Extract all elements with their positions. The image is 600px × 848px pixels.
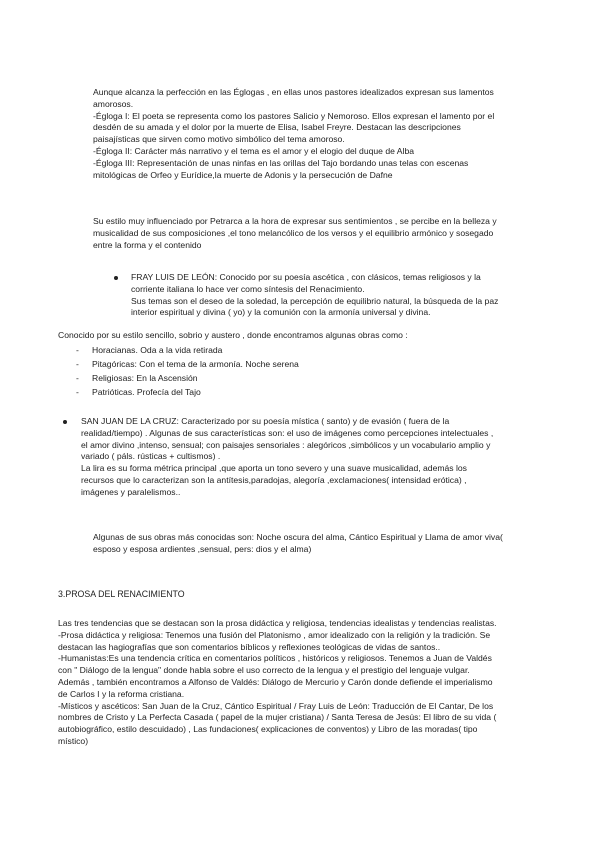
list-item-text: Horacianas. Oda a la vida retirada: [92, 345, 223, 355]
text-line: FRAY LUIS DE LEÓN: Conocido por su poesía ascética , con clásicos, temas religiosos y la: [131, 272, 481, 282]
text-line: el amor divino ,intenso, sensual; con paisajes sensoriales : alegóricos ,simbólicos y un vocabulario amplio y: [81, 439, 491, 450]
text-line: entre la forma y el contenido: [93, 239, 202, 250]
text-line: Su estilo muy influenciado por Petrarca a la hora de expresar sus sentimientos , se percibe en la belleza y: [93, 216, 497, 226]
text-line: imágenes y paralelismos..: [81, 486, 181, 497]
san-juan-works-paragraph: [93, 532, 503, 556]
text-line: -Égloga II: Carácter más narrativo y el tema es el amor y el elogio del duque de Alba: [93, 145, 415, 156]
text-line: -Místicos y ascéticos: San Juan de la Cruz, Cántico Espiritual / Fray Luis de León: Traducción de El Cantar, De los: [58, 700, 494, 711]
heading-text: 3.PROSA DEL RENACIMIENTO: [58, 589, 185, 599]
text-line: místico): [58, 735, 89, 746]
text-line: Aunque alcanza la perfección en las Églogas , en ellas unos pastores idealizados expresan sus lamentos: [93, 87, 494, 97]
text-line: interior espiritual y divina ( yo) y la comunión con la armonía universal y divina.: [131, 307, 431, 318]
text-line: Las tres tendencias que se destacan son la prosa didáctica y religiosa, tendencias idealistas y tendencias realistas.: [58, 618, 497, 628]
text-line: corriente italiana lo hace ver como síntesis del Renacimiento.: [131, 283, 365, 294]
text-line: musicalidad de sus composiciones ,el tono melancólico de los versos y el equilibrio armónico y sosegado: [93, 227, 494, 238]
text-line: de Carlos I y la reforma cristiana.: [58, 688, 185, 699]
text-line: recursos que lo caracterizan son la antítesis,paradojas, alegoría ,exclamaciones( intensidad erótica) ,: [81, 474, 467, 485]
text-line: esposo y esposa ardientes ,sensual, pers: dios y el alma): [93, 543, 312, 554]
text-line: Sus temas son el deseo de la soledad, la percepción de equilibrio natural, la búsqueda de la paz: [131, 295, 499, 306]
text-line: amorosos.: [93, 98, 134, 109]
text-line: paisajísticas que sirven como motivo simbólico del tema amoroso.: [93, 134, 345, 145]
list-item-text: Pitagóricas: Con el tema de la armonía. Noche serena: [92, 359, 299, 369]
text-line: Algunas de sus obras más conocidas son: Noche oscura del alma, Cántico Espiritual y Llama de amor viva(: [93, 532, 503, 542]
dash-marker: -: [76, 387, 79, 397]
prosa-paragraph: [58, 618, 497, 748]
text-line: nombres de Cristo y La Perfecta Casada ( papel de la mujer cristiana) / Santa Teresa de Jesús: El libro de su vida (: [58, 712, 497, 723]
text-line: -Égloga I: El poeta se representa como los pastores Salicio y Nemoroso. Ellos expresan el lamento por el: [93, 110, 495, 121]
dash-marker: -: [76, 373, 79, 383]
text-line: -Prosa didáctica y religiosa: Tenemos una fusión del Platonismo , amor idealizado con la religión y la tradición. Se: [58, 629, 491, 640]
san-juan-paragraph: [81, 416, 493, 499]
garcilaso-style-paragraph: [93, 216, 497, 251]
list-item-text: Religiosas: En la Ascensión: [92, 373, 198, 383]
text-line: variado ( páls. rústicas + cultismos) .: [81, 451, 221, 462]
text-line: destacan las hagiografías que son comentarios bíblicos y reflexiones teológicas de vidas de santos..: [58, 641, 441, 652]
fray-luis-paragraph: [131, 272, 498, 319]
text-line: Además , también encontramos a Alfonso de Valdés: Diálogo de Mercurio y Carón donde defiende el imperialismo: [58, 676, 493, 687]
text-line: desdén de su amada y el dolor por la muerte de Elisa, Isabel Freyre. Destacan las descripciones: [93, 122, 461, 133]
text-line: La lira es su forma métrica principal ,que aporta un tono severo y una suave musicalidad, además los: [81, 463, 467, 474]
text-line: con " Diálogo de la lengua" donde habla sobre el uso correcto de la lengua y el prestigio del lenguaje vulgar.: [58, 665, 470, 676]
text-line: Conocido por su estilo sencillo, sobrio y austero , donde encontramos algunas obras como :: [58, 330, 408, 340]
text-line: autobiográfico, estilo descuidado) , Las fundaciones( explicaciones de conventos) y Libro de las moradas( tipo: [58, 724, 478, 735]
text-line: -Égloga III: Representación de unas ninfas en las orillas del Tajo bordando unas telas con escenas: [93, 157, 469, 168]
text-line: mitológicas de Orfeo y Eurídice,la muerte de Adonis y la persecución de Dafne: [93, 169, 393, 180]
dash-marker: -: [76, 359, 79, 369]
fray-luis-style-line: [58, 330, 408, 342]
garcilaso-eglogas-paragraph: [93, 87, 494, 181]
bullet-icon: [63, 420, 67, 424]
dash-marker: -: [76, 345, 79, 355]
text-line: realidad/tiempo) . Algunas de sus características son: el uso de imágenes como percepciones intelectuales ,: [81, 427, 494, 438]
section-heading: [58, 589, 185, 601]
text-line: SAN JUAN DE LA CRUZ: Caracterizado por su poesía mística ( santo) y de evasión ( fuera de la: [81, 416, 450, 426]
list-item-text: Patrióticas. Profecía del Tajo: [92, 387, 201, 397]
bullet-icon: [114, 276, 118, 280]
text-line: -Humanistas:Es una tendencia crítica en comentarios políticos , históricos y religiosos. Tenemos a Juan de Valdés: [58, 653, 492, 664]
